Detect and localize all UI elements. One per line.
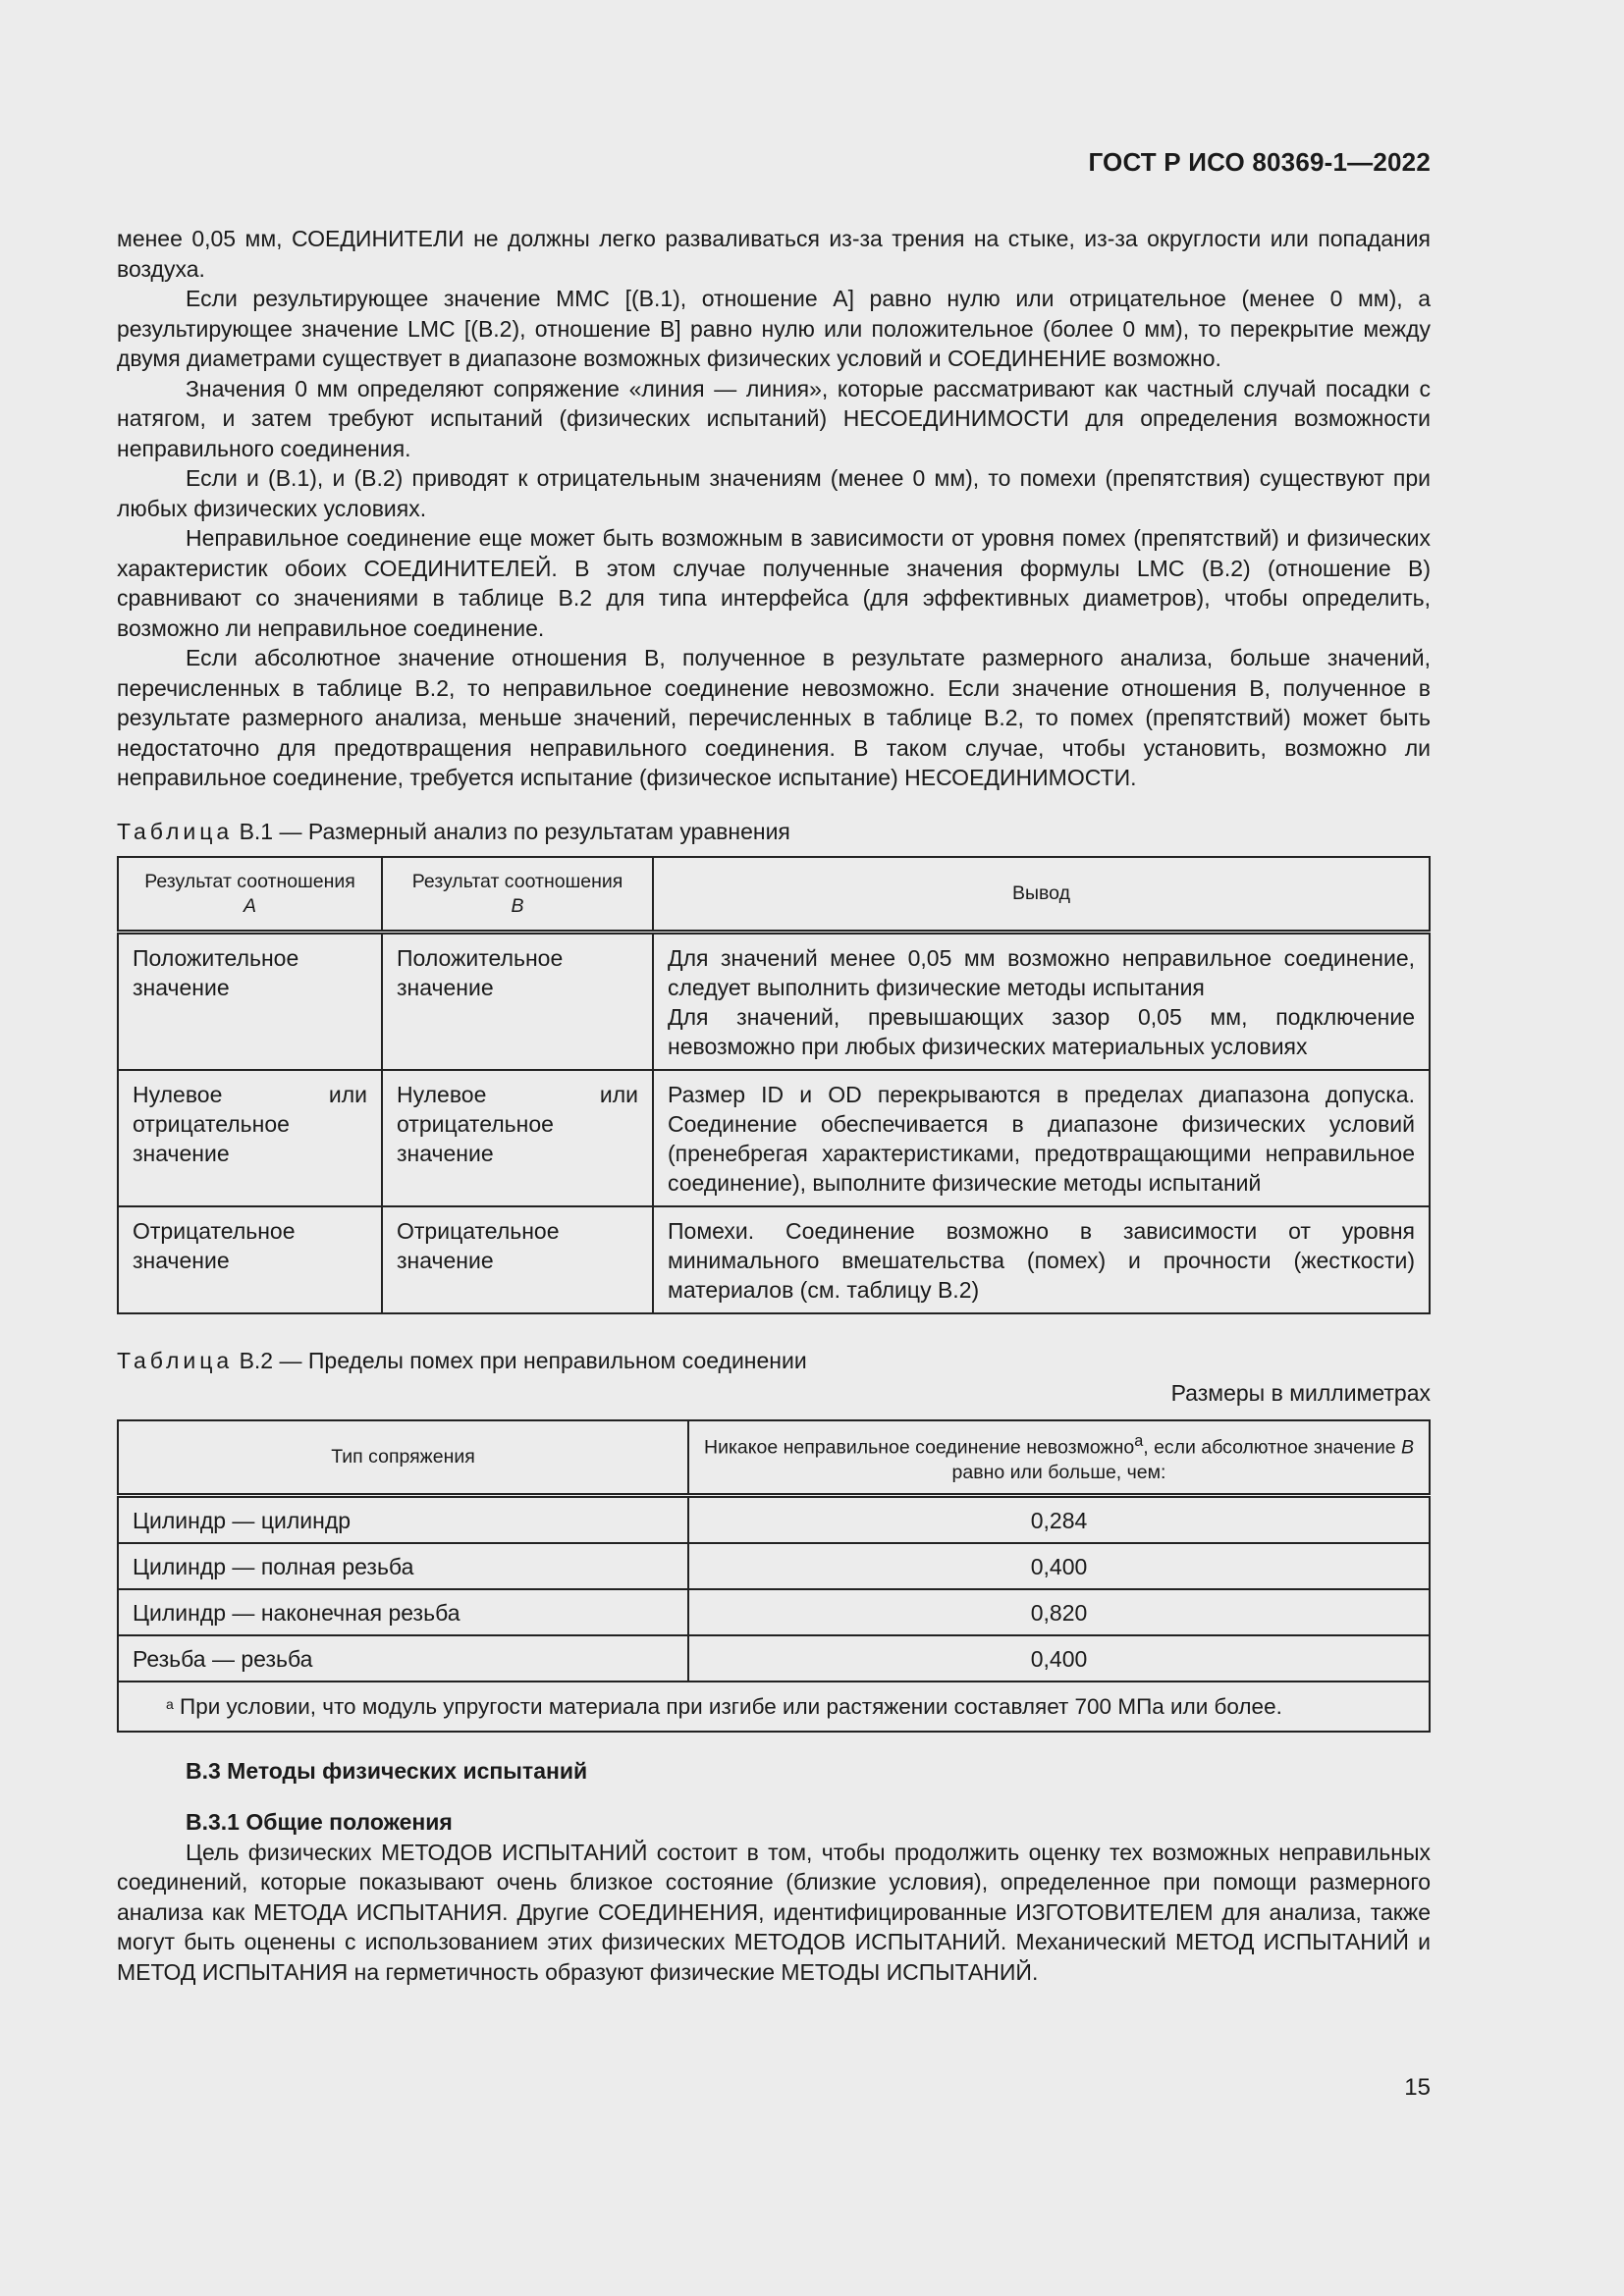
table-header-cell: Тип сопряжения [118,1420,688,1495]
table-cell: 0,284 [688,1495,1430,1543]
section-heading-b31: B.3.1 Общие положения [186,1809,453,1835]
table-header-cell [118,857,382,933]
table-b2 [117,1419,1431,1733]
table-cell: 0,400 [688,1635,1430,1682]
table-b1 [117,856,1431,1314]
table-footnote-row [118,1682,1430,1732]
table-units-note: Размеры в миллиметрах [1170,1379,1431,1406]
table-row [118,1635,1430,1682]
document-body [117,224,1431,1987]
table-header-cell: Вывод [653,857,1430,933]
table-cell: Нулевое или отрицательное значение [118,1070,382,1206]
table-header-cell [382,857,653,933]
table-row [118,933,1430,1071]
header-text: Никакое неправильное соединение невозможно [703,1436,1135,1459]
table-cell: Цилиндр — цилиндр [118,1495,688,1543]
table-header-cell [688,1420,1430,1495]
table-b2-caption [117,1346,1431,1376]
table-footnote [118,1682,1430,1732]
table-header-row [118,1420,1430,1495]
header-variable: B [1401,1436,1415,1459]
header-text: Результат соотношения [144,870,355,892]
table-cell [653,1206,1430,1313]
table-cell: Положительное значение [118,933,382,1071]
table-row [118,1543,1430,1589]
footnote-text: При условии, что модуль упругости материала при изгибе или растяжении составляет 700 МПа или более. [173,1693,1282,1719]
table-caption-word: Таблица [117,818,234,844]
conclusion-text: Размер ID и OD перекрываются в пределах диапазона допуска. Соединение обеспечивается в диапазоне физических условий (пренебрегая характеристиками, предотвращающими неправильное соединение), выполните физические методы испытаний [668,1082,1415,1196]
paragraph: менее 0,05 мм, СОЕДИНИТЕЛИ не должны легко разваливаться из-за трения на стыке, из-за округлости или попадания воздуха. [117,226,1431,282]
paragraph: Если абсолютное значение отношения B, полученное в результате размерного анализа, больше значений, перечисленных в таблице B.2, то неправильное соединение невозможно. Если значение отношения B, полученное в результате размерного анализа, меньше значений, перечисленных в таблице B.2, то помех (препятствий) может быть недостаточно для предотвращения неправильного соединения. В таком случае, чтобы установить, возможно ли неправильное соединение, требуется испытание (физическое испытание) НЕСОЕДИНИМОСТИ. [117,645,1431,790]
table-caption-word: Таблица [117,1348,234,1373]
table-cell [653,1070,1430,1206]
table-b1-caption [117,817,1431,847]
conclusion-text: Помехи. Соединение возможно в зависимости от уровня минимального вмешательства (помех) и прочности (жесткости) материалов (см. таблицу B.2) [668,1218,1415,1303]
table-row [118,1589,1430,1635]
document-header: ГОСТ Р ИСО 80369-1—2022 [1088,147,1431,177]
table-cell: Положительное значение [382,933,653,1071]
header-variable: B [511,894,524,917]
table-row [118,1495,1430,1543]
header-text: Результат соотношения [411,870,623,892]
table-cell: Цилиндр — полная резьба [118,1543,688,1589]
table-cell: Нулевое или отрицательное значение [382,1070,653,1206]
footnote-mark: a [166,1695,174,1712]
table-caption-text: B.1 — Размерный анализ по результатам уравнения [233,818,790,844]
conclusion-text: Для значений, превышающих зазор 0,05 мм, подключение невозможно при любых физических материальных условиях [668,1004,1415,1059]
paragraph: Цель физических МЕТОДОВ ИСПЫТАНИЙ состоит в том, чтобы продолжить оценку тех возможных неправильных соединений, которые показывают очень близкое состояние (близкие условия), определенное при помощи размерного анализа как МЕТОДА ИСПЫТАНИЯ. Другие СОЕДИНЕНИЯ, идентифицированные ИЗГОТОВИТЕЛЕМ для анализа, также могут быть оценены с использованием этих физических МЕТОДОВ ИСПЫТАНИЙ. Механический МЕТОД ИСПЫТАНИЙ и МЕТОД ИСПЫТАНИЯ на герметичность образуют физические МЕТОДЫ ИСПЫТАНИЙ. [117,1839,1431,1985]
table-header-row [118,857,1430,933]
header-text: , если абсолютное значение [1143,1436,1401,1459]
table-cell: Цилиндр — наконечная резьба [118,1589,688,1635]
table-cell: 0,400 [688,1543,1430,1589]
table-cell [653,933,1430,1071]
table-cell: Резьба — резьба [118,1635,688,1682]
paragraph: Если и (B.1), и (B.2) приводят к отрицательным значениям (менее 0 мм), то помехи (препятствия) существуют при любых физических условиях. [117,465,1431,521]
paragraph: Неправильное соединение еще может быть возможным в зависимости от уровня помех (препятствий) и физических характеристик обоих СОЕДИНИТЕЛЕЙ. В этом случае полученные значения формулы LMC (B.2) (отношение B) сравнивают со значениями в таблице B.2 для типа интерфейса (для эффективных диаметров), чтобы определить, возможно ли неправильное соединение. [117,525,1431,641]
section-heading-b3: B.3 Методы физических испытаний [186,1757,588,1784]
paragraph: Значения 0 мм определяют сопряжение «линия — линия», которые рассматривают как частный случай посадки с натягом, и затем требуют испытаний (физических испытаний) НЕСОЕДИНИМОСТИ для определения возможности неправильного соединения. [117,375,1431,461]
table-row [118,1070,1430,1206]
paragraph: Если результирующее значение MMC [(B.1), отношение A] равно нулю или отрицательное (менее 0 мм), а результирующее значение LMC [(B.2), отношение B] равно нулю или положительное (более 0 мм), то перекрытие между двумя диаметрами существует в диапазоне возможных физических условий и СОЕДИНЕНИЕ возможно. [117,286,1431,371]
table-cell: 0,820 [688,1589,1430,1635]
footnote-mark: a [1134,1432,1144,1450]
table-caption-text: B.2 — Пределы помех при неправильном соединении [233,1348,807,1373]
table-row [118,1206,1430,1313]
header-text: равно или больше, чем: [951,1461,1166,1483]
table-cell: Отрицательное значение [118,1206,382,1313]
page-number: 15 [1404,2074,1431,2101]
conclusion-text: Для значений менее 0,05 мм возможно неправильное соединение, следует выполнить физические методы испытания [668,945,1415,1000]
table-cell: Отрицательное значение [382,1206,653,1313]
header-variable: A [243,894,256,917]
